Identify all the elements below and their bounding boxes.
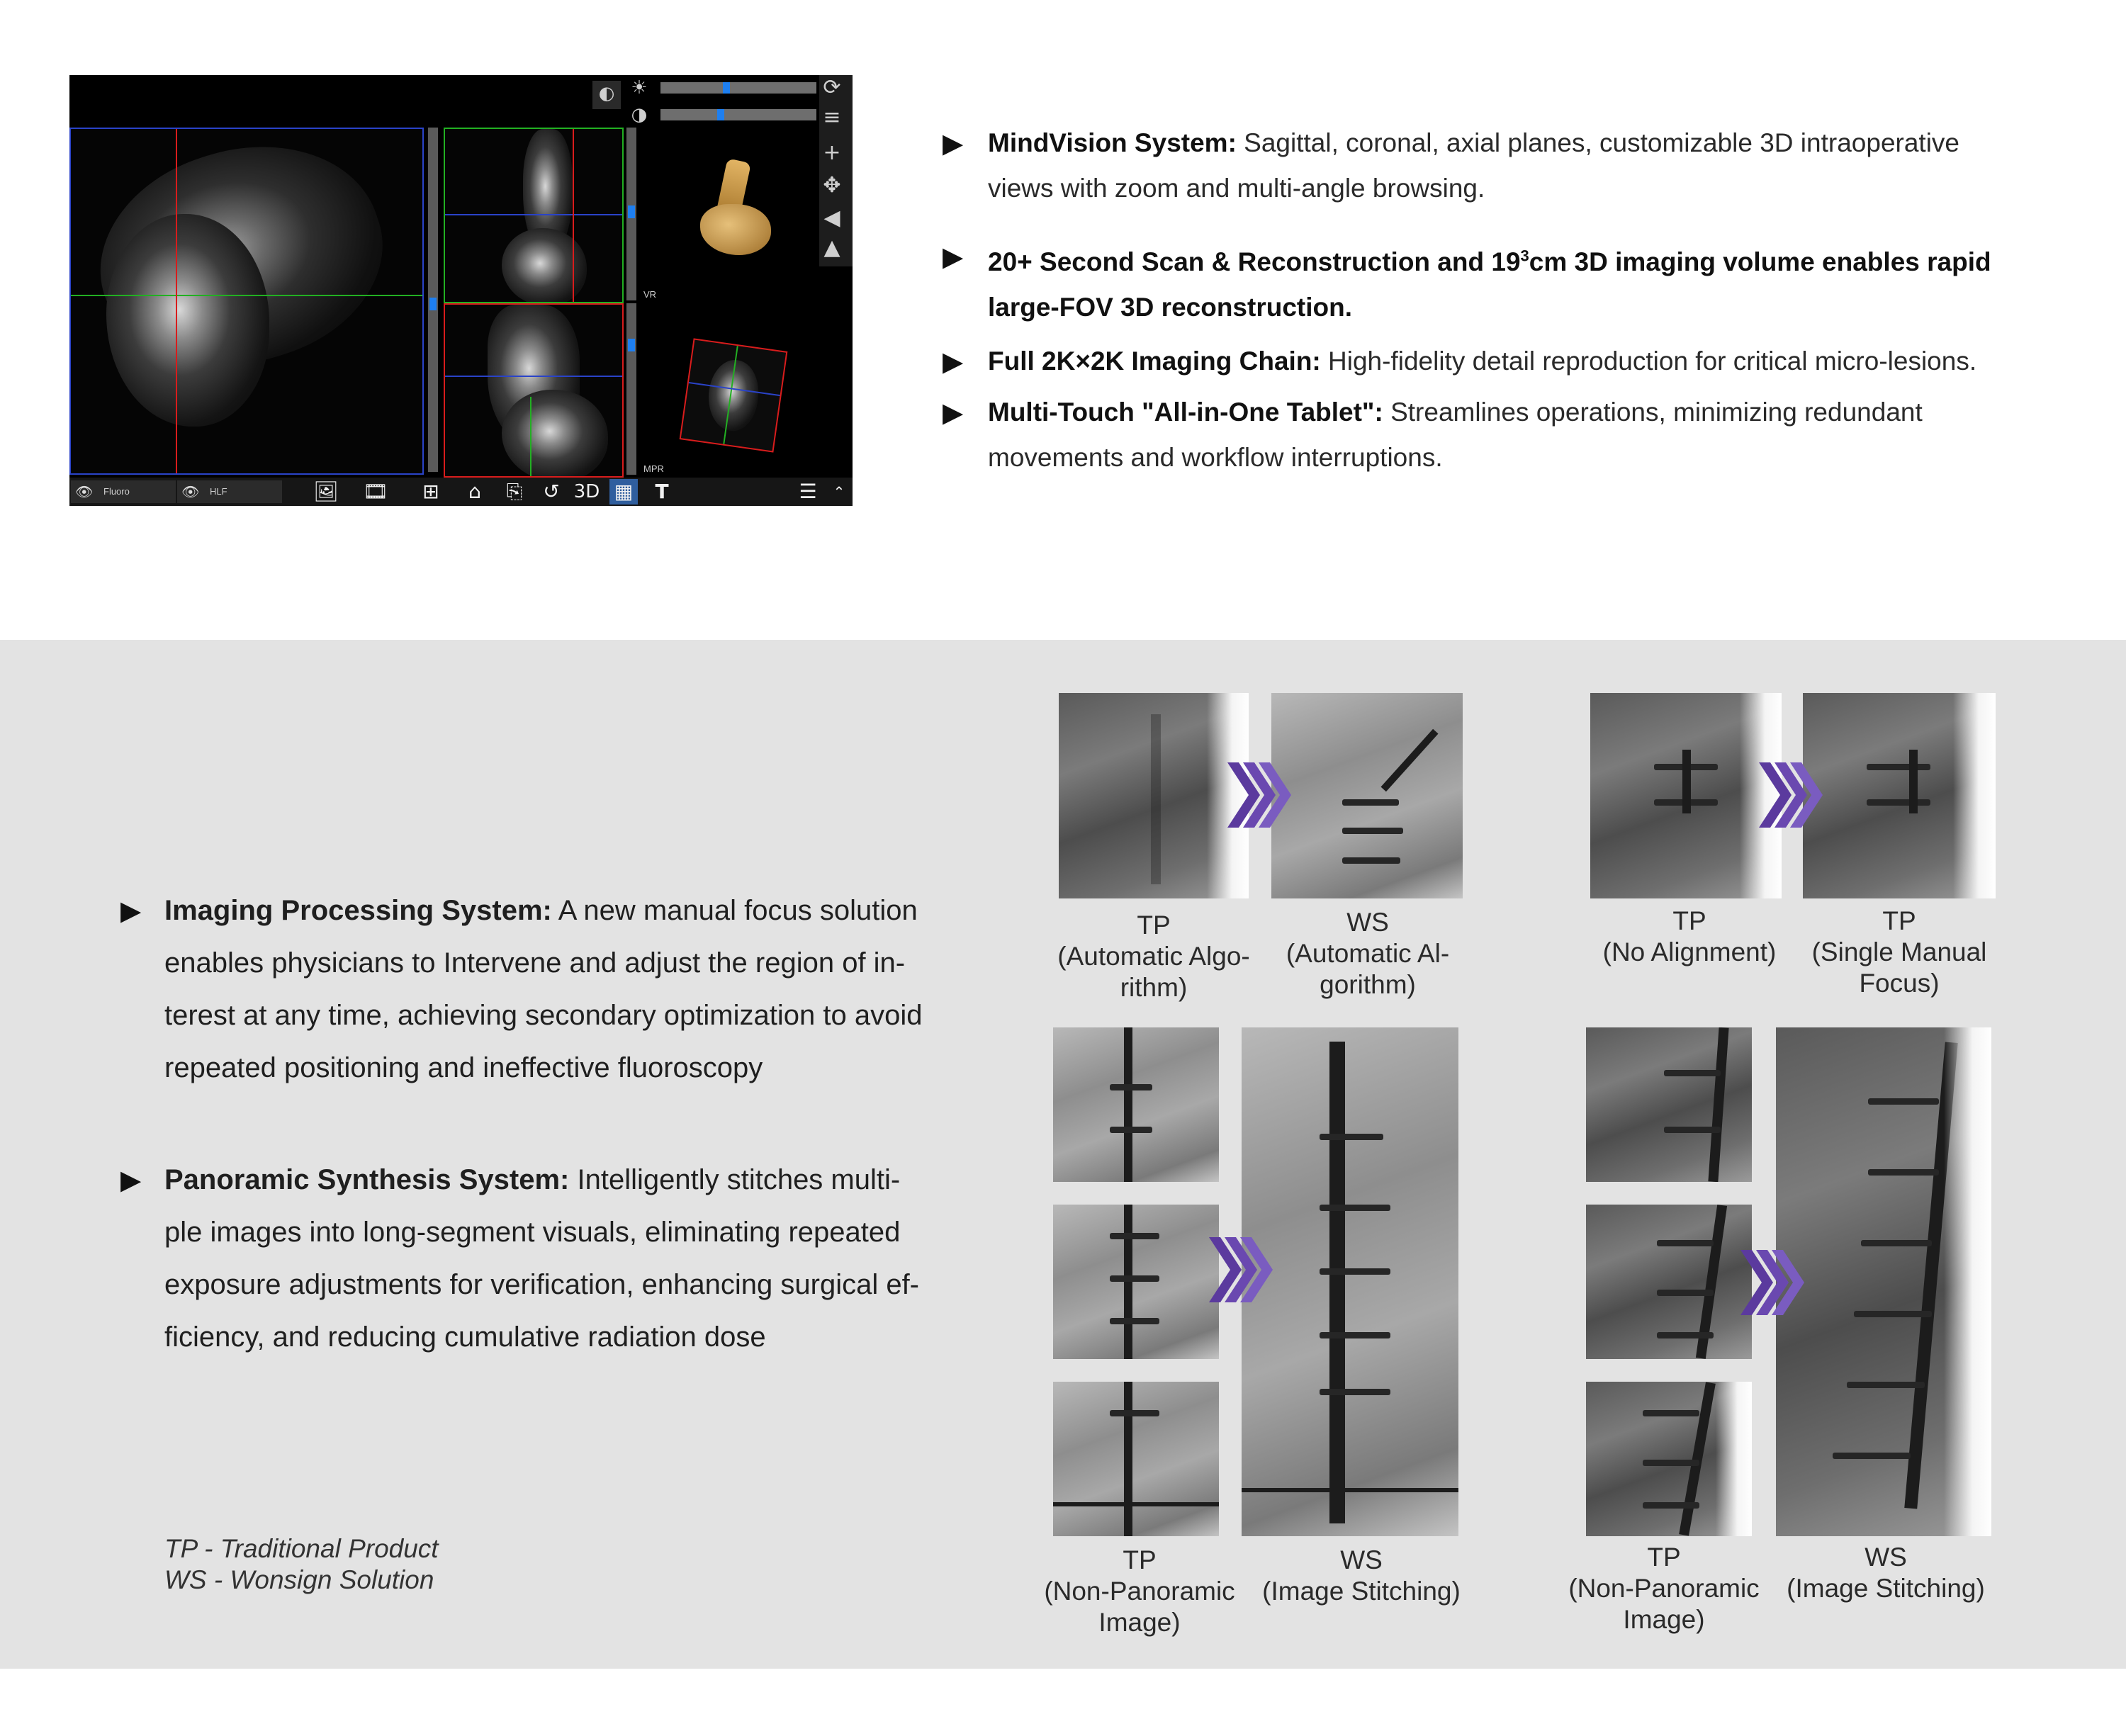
feature-title: 20+ Second Scan & Reconstruction and 19 [988,247,1521,277]
caption-line: (Single Manual [1811,937,1987,966]
caption-line: (Image Stitching) [1262,1577,1461,1606]
caption-line: (Automatic Al- [1286,939,1450,968]
feature-body: High-fidelity detail reproduction for critical micro-lesions. [1320,346,1977,376]
chevron-arrow-icon [1209,1237,1274,1302]
bullet-line: enables physicians to Intervene and adjust the region of in- [164,947,906,979]
caption-tp-no-alignment [1576,906,1803,968]
feature-body-2: large-FOV 3D reconstruction. [988,293,1352,322]
xray-tp-panoramic-3 [1053,1382,1219,1536]
tab-hlf-label: HLF [210,486,227,497]
text-icon[interactable]: T [655,480,669,503]
eye-icon: 👁 [181,483,200,500]
xray-tp-panoramic-b2 [1586,1205,1752,1359]
move-icon[interactable]: ✥ [823,173,841,198]
bullet-arrow-icon: ▶ [943,346,964,377]
caption-line: (Image Stitching) [1787,1574,1985,1603]
superscript: 3 [1520,247,1529,265]
feature-mindvision [943,120,2076,211]
caption-line: WS [1340,1545,1383,1574]
chevron-arrow-icon [1740,1250,1806,1315]
user-list-icon[interactable]: ☰ [799,480,817,503]
caption-tp-non-panoramic-b [1559,1542,1769,1635]
axial-view-pane[interactable] [69,128,424,475]
xray-tp-panoramic-2 [1053,1205,1219,1359]
image-icon[interactable]: 🖼 [313,480,339,503]
caption-line: (No Alignment) [1602,937,1777,966]
brightness-icon: ☀ [631,77,648,98]
caption-line: TP [1647,1543,1681,1572]
xray-tp-panoramic-b1 [1586,1027,1752,1182]
eye-icon: 👁 [75,483,94,500]
button-3d[interactable]: 3D [573,481,600,502]
xray-ws-automatic [1271,693,1463,898]
bullet-line: ple images into long-segment visuals, eliminating repeated [164,1217,901,1248]
contrast-icon: ◑ [631,104,648,125]
xray-tp-single-focus [1803,693,1996,898]
tab-hlf[interactable] [177,480,282,503]
mindvision-screenshot [69,75,853,506]
caption-line: Focus) [1859,969,1940,998]
feature-scan-reconstruction [943,234,2076,330]
axial-scrollbar[interactable] [428,128,438,472]
feature-body-2: views with zoom and multi-angle browsing. [988,174,1485,203]
bullet-line: A new manual focus solution [551,895,918,926]
chevron-arrow-icon [1759,762,1824,828]
bullet-line: exposure adjustments for verification, enhancing surgical ef- [164,1269,919,1300]
caption-tp-automatic [1045,910,1263,1003]
vr-label: VR [643,289,657,300]
mpr-label: MPR [643,463,664,474]
feature-title-tail: cm 3D imaging volume enables rapid [1529,247,1991,277]
triangle-icon[interactable]: ▲ [823,235,840,260]
caption-line: Image) [1623,1605,1705,1634]
bullet-line: repeated positioning and ineffective fluoroscopy [164,1052,763,1083]
bottom-toolbar [69,478,853,506]
xray-tp-no-alignment [1590,693,1782,898]
wedge-icon[interactable]: ◀ [823,205,840,230]
rotate-icon[interactable]: ⟳ [823,75,841,100]
coronal-view-pane[interactable] [444,128,624,303]
side-toolbar [819,75,853,266]
xray-tp-panoramic-b3 [1586,1382,1752,1536]
xray-tp-panoramic-1 [1053,1027,1219,1182]
bullet-line: terest at any time, achieving secondary optimization to avoid [164,1000,923,1031]
caption-line: WS [1346,908,1389,937]
list-icon[interactable]: ≡ [823,105,841,130]
feature-body: Sagittal, coronal, axial planes, customizable 3D intraoperative [1236,128,1959,157]
feature-imaging-chain [943,339,2076,384]
caption-ws-stitching-b [1769,1542,2003,1604]
caption-line: rithm) [1120,973,1188,1002]
home-icon[interactable]: ⌂ [468,480,481,503]
sagittal-view-pane[interactable] [444,303,624,478]
feature-title: Full 2K×2K Imaging Chain: [988,346,1321,376]
tab-fluoro[interactable] [71,480,176,503]
mpr-3d-box[interactable] [680,338,788,452]
caption-ws-automatic [1261,907,1474,1001]
legend-tp: TP - Traditional Product [164,1534,439,1563]
caption-line: TP [1123,1545,1157,1574]
vr-3d-model[interactable] [693,160,778,266]
coronal-scrollbar[interactable] [626,128,636,300]
bullet-arrow-icon: ▶ [120,1164,142,1195]
chevron-up-icon[interactable]: ⌃ [833,483,845,500]
caption-line: (Non-Panoramic [1044,1577,1235,1606]
bullet-line: Intelligently stitches multi- [569,1164,901,1195]
undo-icon[interactable]: ↺ [543,480,560,503]
bullet-arrow-icon: ▶ [943,128,964,159]
caption-line: (Non-Panoramic [1568,1574,1760,1603]
caption-tp-non-panoramic [1035,1545,1244,1638]
caption-line: TP [1882,906,1916,935]
caption-line: TP [1672,906,1706,935]
film-icon[interactable]: 🎞 [363,480,388,503]
caption-line: gorithm) [1320,970,1416,999]
bullet-arrow-icon: ▶ [120,895,142,926]
caption-line: (Automatic Algo- [1057,942,1250,971]
legend-ws: WS - Wonsign Solution [164,1565,434,1594]
bullet-arrow-icon: ▶ [943,241,964,272]
tab-fluoro-label: Fluoro [103,486,130,497]
import-icon[interactable]: ⎘ [506,480,523,503]
bullet-line: ficiency, and reducing cumulative radiation dose [164,1321,766,1353]
bullet-arrow-icon: ▶ [943,397,964,428]
chevron-arrow-icon [1227,762,1293,828]
xray-tp-automatic [1059,693,1249,898]
caption-tp-single-focus [1789,906,2010,999]
xray-ws-stitched-2 [1776,1027,1991,1536]
feature-body-2: movements and workflow interruptions. [988,443,1443,472]
feature-multitouch [943,390,2076,480]
feature-title: Multi-Touch "All-in-One Tablet": [988,398,1383,427]
sagittal-scrollbar[interactable] [626,303,636,475]
imaging-processing-bullet [120,884,943,1094]
layout-icon[interactable]: ⊞ [422,480,439,503]
feature-body: Streamlines operations, minimizing redundant [1383,398,1923,427]
brightness-slider[interactable] [660,82,816,94]
contrast-slider[interactable] [660,109,816,120]
feature-title: MindVision System: [988,128,1237,157]
caption-ws-stitching [1244,1545,1478,1607]
bullet-title: Imaging Processing System: [164,895,552,926]
caption-line: Image) [1098,1608,1181,1637]
grid-icon[interactable]: ▦ [609,479,638,505]
crosshair-icon[interactable]: + [823,140,841,165]
auto-brightness-icon[interactable]: ◐ [592,81,621,109]
bullet-title: Panoramic Synthesis System: [164,1164,570,1195]
caption-line: WS [1865,1543,1907,1572]
panoramic-synthesis-bullet [120,1154,943,1363]
caption-line: TP [1137,911,1171,940]
